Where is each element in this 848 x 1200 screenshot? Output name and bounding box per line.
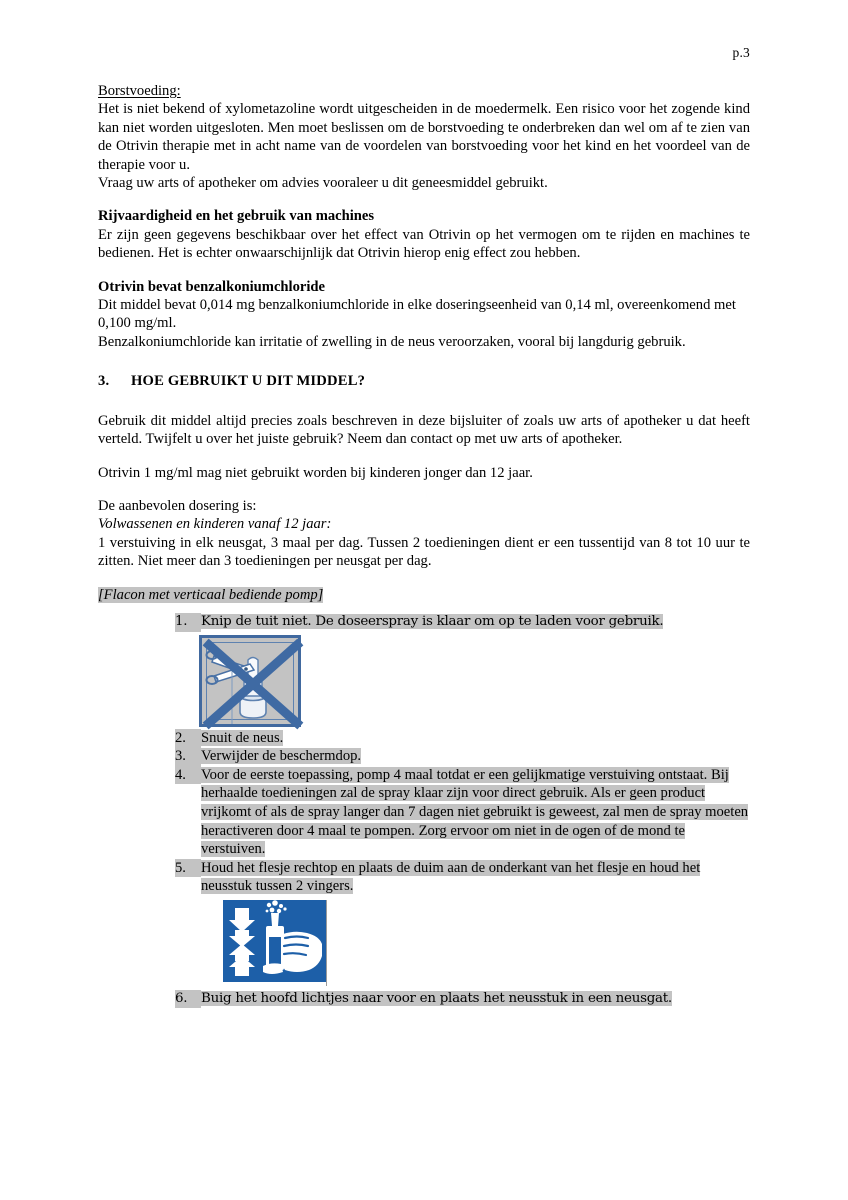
list-item (175, 747, 750, 766)
dosage-text: 1 verstuiving in elk neusgat, 3 maal per dag. Tussen 2 toedieningen dient er een tussentijd van 8 tot 10 uur te zitten. Niet meer dan 3 toedieningen per neusgat per dag. (98, 534, 750, 570)
step-text: Knip de tuit niet. De doseerspray is klaar om op te laden voor gebruik. (201, 613, 664, 629)
paragraph-how-to-use-1: Gebruik dit middel altijd precies zoals beschreven in deze bijsluiter of zoals uw arts of apotheker u dat heeft verteld. Twijfelt u over het juiste gebruik? Neem dan contact op met uw arts of apotheker. (98, 412, 750, 448)
paragraph-how-to-use-2: Otrivin 1 mg/ml mag niet gebruikt worden bij kinderen jonger dan 12 jaar. (98, 464, 533, 481)
page-content (98, 44, 750, 1008)
heading-borstvoeding: Borstvoeding: (98, 83, 181, 99)
figure-block (175, 900, 750, 982)
section-number: 3. (98, 373, 110, 390)
dosage-group-label: Volwassenen en kinderen vanaf 12 jaar: (98, 516, 332, 533)
step-text: Snuit de neus. (201, 729, 284, 746)
paragraph-borstvoeding-2: Vraag uw arts of apotheker om advies vooraleer u dit geneesmiddel gebruikt. (98, 175, 548, 192)
list-item (175, 729, 750, 748)
heading-benzalkoniumchloride: Otrivin bevat benzalkoniumchloride (98, 278, 326, 295)
paragraph-benzalkonium-2: Benzalkoniumchloride kan irritatie of zwelling in de neus veroorzaken, vooral bij langdurig gebruik. (98, 333, 686, 350)
figure-divider (326, 900, 327, 986)
section-title: HOE GEBRUIKT U DIT MIDDEL? (131, 373, 366, 390)
paragraph-borstvoeding-1: Het is niet bekend of xylometazoline wordt uitgescheiden in de moedermelk. Een risico voor het zogende kind kan niet worden uitgesloten. Men moet beslissen om de borstvoeding te onderbreken dan wel om af te zien van de Otrivin therapie met in acht name van de voordelen van borstvoeding voor het kind en het voordeel van de therapie voor u. (98, 101, 750, 173)
device-label: [Flacon met verticaal bediende pomp] (98, 586, 324, 603)
list-item (175, 859, 750, 896)
paragraph-rijvaardigheid: Er zijn geen gegevens beschikbaar over het effect van Otrivin op het vermogen om te rijden en machines te bedienen. Het is echter onwaarschijnlijk dat Otrivin hierop enig effect zou hebben. (98, 226, 750, 262)
list-item (175, 613, 750, 632)
instruction-list (175, 613, 750, 1009)
dosage-intro: De aanbevolen dosering is: (98, 497, 257, 514)
step-number: 2. (175, 729, 201, 748)
list-item (175, 766, 750, 859)
do-not-cut-nozzle-icon (199, 635, 301, 727)
step-number: 4. (175, 766, 201, 785)
heading-rijvaardigheid: Rijvaardigheid en het gebruik van machines (98, 208, 375, 225)
step-number: 3. (175, 747, 201, 766)
list-item (175, 990, 750, 1009)
step-text: Buig het hoofd lichtjes naar voor en plaats het neusstuk in een neusgat. (201, 990, 672, 1006)
step-number: 5. (175, 859, 201, 878)
device-label-line (98, 586, 750, 604)
page-number: p.3 (732, 45, 750, 60)
figure-block (175, 635, 750, 727)
hold-bottle-upright-icon (223, 900, 326, 982)
step-text: Voor de eerste toepassing, pomp 4 maal totdat er een gelijkmatige verstuiving ontstaat. Bij herhaalde toedieningen zal de spray klaar zijn voor direct gebruik. Als er geen product vrijkomt of als de spray langer dan 7 dagen niet gebruikt is geweest, zal men de spray moeten heractiveren door 4 maal te pompen. Zorg ervoor om niet in de ogen of de mond te verstuiven. (201, 766, 749, 858)
section-heading-3 (98, 372, 750, 390)
paragraph-benzalkonium-1: Dit middel bevat 0,014 mg benzalkoniumchloride in elke doseringseenheid van 0,14 ml, overeenkomend met 0,100 mg/ml. (98, 297, 736, 332)
step-number: 6. (175, 990, 201, 1009)
step-number: 1. (175, 613, 201, 632)
step-text: Verwijder de beschermdop. (201, 748, 362, 765)
step-text: Houd het flesje rechtop en plaats de duim aan de onderkant van het flesje en houd het neusstuk tussen 2 vingers. (201, 859, 701, 895)
